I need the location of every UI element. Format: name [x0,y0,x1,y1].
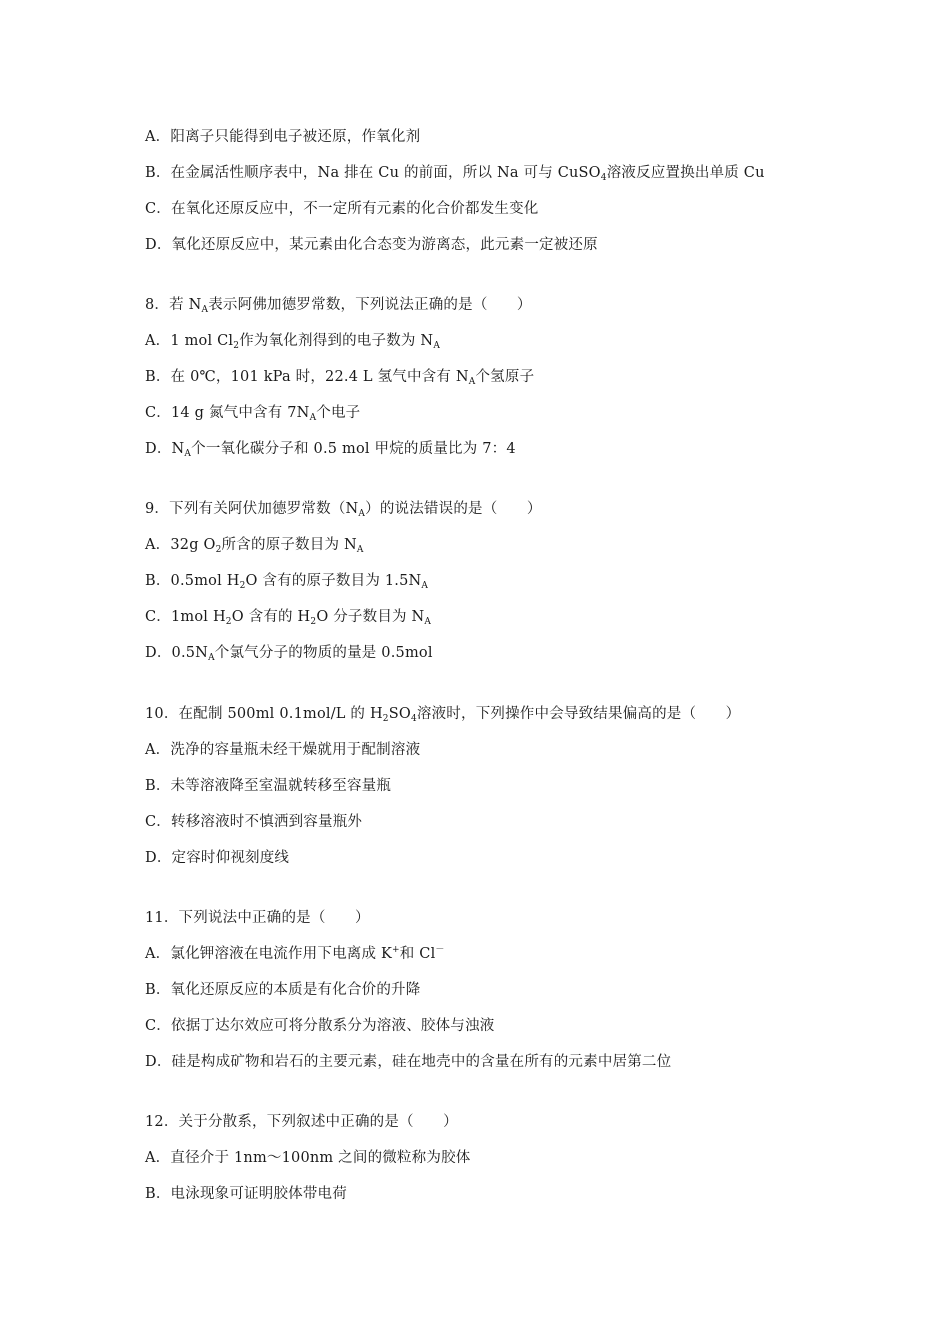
q7-option-c: C．在氧化还原反应中，不一定所有元素的化合价都发生变化 [145,201,539,217]
q11-option-d: D．硅是构成矿物和岩石的主要元素，硅在地壳中的含量在所有的元素中居第二位 [145,1054,672,1070]
q8-option-a: A．1 mol $Cl_2$作为氧化剂得到的电子数为 $N_A$ [145,333,441,351]
q7-option-b: B．在金属活性顺序表中，Na 排在 Cu 的前面，所以 Na 可与 CuSO$_4$溶液反应置换出单质 Cu [145,165,765,183]
q7-option-a: A．阳离子只能得到电子被还原，作氧化剂 [145,129,421,145]
q9-option-a: A．32g $O_2$所含的原子数目为 $N_A$ [145,537,364,555]
q8-option-d: D．$N_A$个一氧化碳分子和 0.5 mol 甲烷的质量比为 7：4 [145,441,516,459]
q9-option-d: D．$0.5N_A$个氯气分子的物质的量是 0.5mol [145,645,433,663]
q11-stem: 11．下列说法中正确的是（ ） [145,910,370,926]
q12-option-b: B．电泳现象可证明胶体带电荷 [145,1186,347,1202]
q10-stem: 10．在配制 500ml 0.1mol/L 的 $H_2SO_4$溶液时，下列操作中会导致结果偏高的是（ ） [145,706,741,724]
q8-stem: 8．若 $N_A$表示阿佛加德罗常数，下列说法正确的是（ ） [145,297,532,315]
q10-option-c: C．转移溶液时不慎洒到容量瓶外 [145,814,363,830]
q11-option-b: B．氧化还原反应的本质是有化合价的升降 [145,982,421,998]
q7-option-d: D．氧化还原反应中，某元素由化合态变为游离态，此元素一定被还原 [145,237,598,253]
q8-option-b: B．在 0℃，101 kPa 时，22.4 L 氢气中含有 $N_A$个氢原子 [145,369,535,387]
q10-option-b: B．未等溶液降至室温就转移至容量瓶 [145,778,392,794]
q12-option-a: A．直径介于 1nm～100nm 之间的微粒称为胶体 [145,1150,471,1166]
q10-option-d: D．定容时仰视刻度线 [145,850,290,866]
q9-option-c: C．1mol $H_2O$ 含有的 $H_2O$ 分子数目为 $N_A$ [145,609,432,627]
q10-option-a: A．洗净的容量瓶未经干燥就用于配制溶液 [145,742,421,758]
q8-option-c: C．14 g 氮气中含有 $7N_A$个电子 [145,405,361,423]
q9-option-b: B．0.5mol $H_2O$ 含有的原子数目为 $1.5N_A$ [145,573,429,591]
q12-stem: 12．关于分散系，下列叙述中正确的是（ ） [145,1114,458,1130]
q11-option-c: C．依据丁达尔效应可将分散系分为溶液、胶体与浊液 [145,1018,495,1034]
q9-stem: 9．下列有关阿伏加德罗常数$(N_A)$的说法错误的是（ ） [145,501,542,519]
q11-option-a: A．氯化钾溶液在电流作用下电离成 K+和 Cl－ [145,945,445,962]
